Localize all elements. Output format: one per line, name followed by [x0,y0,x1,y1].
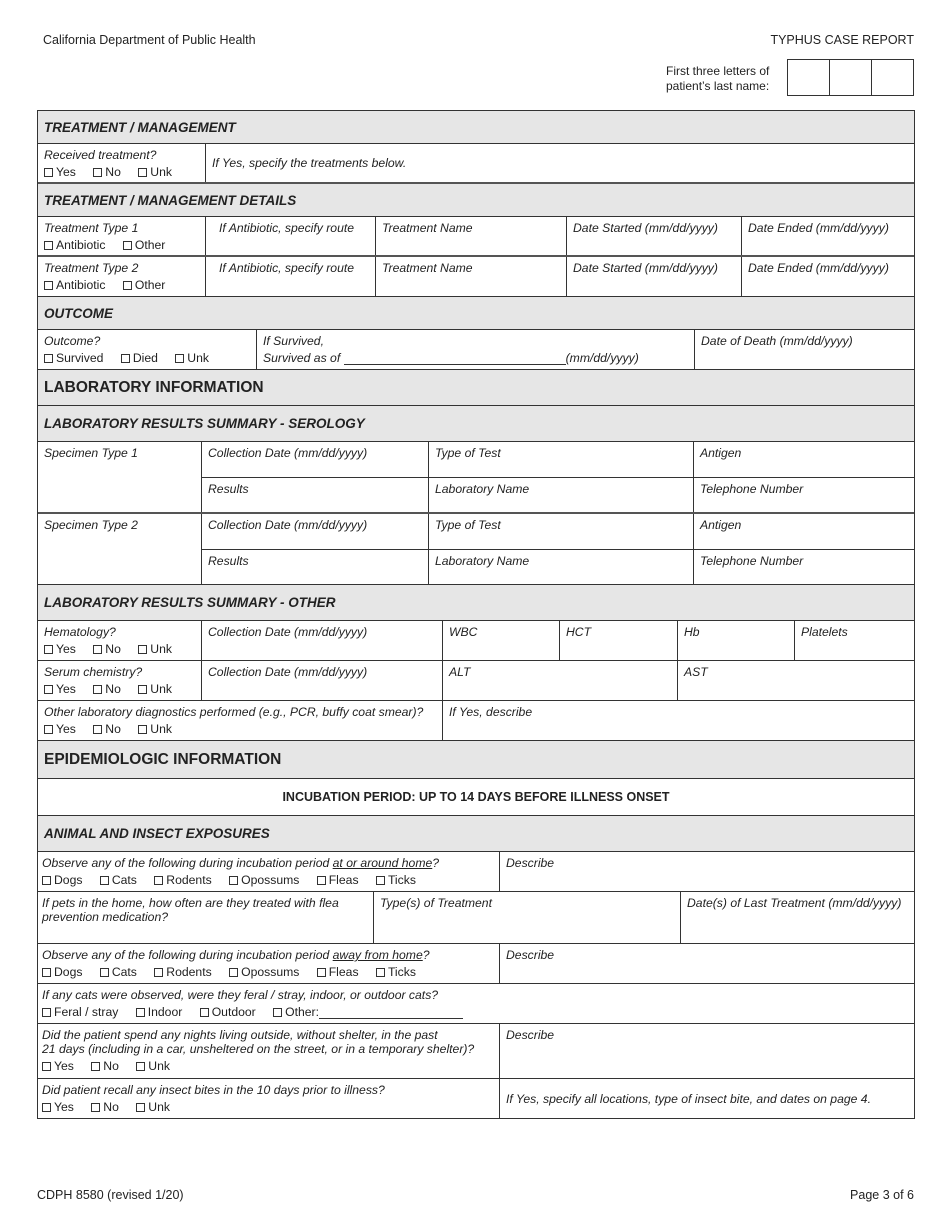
outdoor-checkbox[interactable]: Outdoor [200,1005,256,1019]
exposure-home-row: Observe any of the following during incubation period at or around home? Dogs Cats Rodents Opossums Fleas Ticks Describe [38,852,914,892]
treatment-type-1-label: Treatment Type 1 [44,221,139,235]
opossums-checkbox[interactable]: Opossums [229,873,299,887]
dogs-checkbox[interactable]: Dogs [42,965,82,979]
section-treatment-details: TREATMENT / MANAGEMENT DETAILS [38,184,914,217]
dogs-checkbox[interactable]: Dogs [42,873,82,887]
unk-checkbox[interactable]: Unk [136,1059,170,1073]
fleas-checkbox[interactable]: Fleas [317,873,359,887]
section-serology: LABORATORY RESULTS SUMMARY - SEROLOGY [38,406,914,442]
section-treatment: TREATMENT / MANAGEMENT [38,111,914,144]
nights-describe-field[interactable]: Describe [506,1028,555,1042]
date-of-death-field[interactable]: Date of Death (mm/dd/yyyy) [701,334,853,348]
insect-bites-note: If Yes, specify all locations, type of insect bite, and dates on page 4. [506,1091,871,1106]
antigen-field[interactable]: Antigen [700,518,742,532]
describe-away-field[interactable]: Describe [506,948,555,962]
results-field[interactable]: Results [202,478,429,513]
pets-treatment-row: If pets in the home, how often are they treated with flea prevention medication? Type(s) of Treatment Date(s) of Last Treatment (mm/dd/yyyy) [38,892,914,944]
nights-outside-row: Did the patient spend any nights living outside, without shelter, in the past 21 days (including in a car, unsheltered on the street, or in a temporary shelter)? Yes No Unk Describe [38,1024,914,1079]
date-started-field[interactable]: Date Started (mm/dd/yyyy) [567,257,742,296]
unk-checkbox[interactable]: Unk [138,642,172,656]
treatment-types-field[interactable]: Type(s) of Treatment [374,892,681,943]
treatment-type-2-label: Treatment Type 2 [44,261,139,275]
case-report-form [37,110,915,1119]
survived-checkbox[interactable]: Survived [44,351,103,365]
no-checkbox[interactable]: No [91,1059,119,1073]
section-animal-exposures: ANIMAL AND INSECT EXPOSURES [38,816,914,852]
form-id: CDPH 8580 (revised 1/20) [37,1188,184,1202]
yes-checkbox[interactable]: Yes [42,1059,74,1073]
lab-name-field[interactable]: Laboratory Name [429,478,694,513]
indoor-checkbox[interactable]: Indoor [136,1005,183,1019]
no-checkbox[interactable]: No [93,642,121,656]
platelets-field[interactable]: Platelets [801,625,848,639]
unk-checkbox[interactable]: Unk [175,351,209,365]
collection-date-field[interactable]: Collection Date (mm/dd/yyyy) [202,514,429,549]
ticks-checkbox[interactable]: Ticks [376,965,416,979]
ticks-checkbox[interactable]: Ticks [376,873,416,887]
route-field[interactable]: If Antibiotic, specify route [206,257,376,296]
no-checkbox[interactable]: No [93,682,121,696]
section-laboratory: LABORATORY INFORMATION [38,370,914,406]
cats-row [38,984,914,1024]
describe-home-field[interactable]: Describe [506,856,555,870]
other-diagnostics-label: Other laboratory diagnostics performed (e.g., PCR, buffy coat smear)? [44,705,424,719]
telephone-field[interactable]: Telephone Number [700,553,804,568]
unk-checkbox[interactable]: Unk [136,1100,170,1114]
hb-field[interactable]: Hb [678,621,795,660]
treatment-dates-field[interactable]: Date(s) of Last Treatment (mm/dd/yyyy) [687,896,902,910]
treatment-received-row [38,144,914,184]
yes-checkbox[interactable]: Yes [44,165,76,179]
alt-field[interactable]: ALT [443,661,678,700]
report-title: TYPHUS CASE REPORT [770,33,914,47]
section-epidemiologic: EPIDEMIOLOGIC INFORMATION [38,741,914,779]
other-checkbox[interactable]: Other: [273,1005,319,1019]
no-checkbox[interactable]: No [91,1100,119,1114]
hematology-row [38,621,914,661]
treatment-type-1-row [38,217,914,257]
treatment-name-field[interactable]: Treatment Name [376,217,567,255]
date-ended-field[interactable]: Date Ended (mm/dd/yyyy) [748,261,889,275]
received-treatment-cell: Received treatment? Yes No Unk [38,144,206,182]
exposure-away-row: Observe any of the following during incubation period away from home? Dogs Cats Rodents Opossums Fleas Ticks Describe [38,944,914,984]
feral-checkbox[interactable]: Feral / stray [42,1005,118,1019]
serum-row [38,661,914,701]
last-name-letter-3[interactable] [872,60,913,95]
antibiotic-checkbox[interactable]: Antibiotic [44,238,105,252]
other-diagnostics-row [38,701,914,741]
no-checkbox[interactable]: No [93,722,121,736]
type-of-test-field[interactable]: Type of Test [429,514,694,549]
treatment-type-2-row [38,257,914,297]
last-name-letter-1[interactable] [788,60,830,95]
rodents-checkbox[interactable]: Rodents [154,873,211,887]
fleas-checkbox[interactable]: Fleas [317,965,359,979]
collection-date-field[interactable]: Collection Date (mm/dd/yyyy) [202,661,443,700]
last-name-label: First three letters of patient’s last name: [666,64,770,93]
other-checkbox[interactable]: Other [123,278,165,292]
unk-checkbox[interactable]: Unk [138,722,172,736]
no-checkbox[interactable]: No [93,165,121,179]
unk-checkbox[interactable]: Unk [138,682,172,696]
died-checkbox[interactable]: Died [121,351,158,365]
diagnostics-describe-field[interactable]: If Yes, describe [449,705,533,719]
collection-date-field[interactable]: Collection Date (mm/dd/yyyy) [202,621,443,660]
specimen-type-2[interactable]: Specimen Type 2 [38,514,202,584]
antibiotic-checkbox[interactable]: Antibiotic [44,278,105,292]
serum-label: Serum chemistry? [44,665,143,679]
last-name-letter-2[interactable] [830,60,872,95]
specimen-type-1[interactable]: Specimen Type 1 [38,442,202,512]
date-started-field[interactable]: Date Started (mm/dd/yyyy) [567,217,742,255]
cats-checkbox[interactable]: Cats [100,873,137,887]
cats-question: If any cats were observed, were they feral / stray, indoor, or outdoor cats? [42,988,439,1002]
antigen-field[interactable]: Antigen [700,446,742,460]
treatment-specify-cell[interactable]: If Yes, specify the treatments below. [212,156,407,170]
if-survived-label: If Survived, [263,334,324,348]
collection-date-field[interactable]: Collection Date (mm/dd/yyyy) [202,442,429,477]
insect-bites-question: Did patient recall any insect bites in the 10 days prior to illness? [42,1083,385,1097]
yes-checkbox[interactable]: Yes [44,722,76,736]
insect-bites-row [38,1079,914,1119]
date-ended-field[interactable]: Date Ended (mm/dd/yyyy) [748,221,889,235]
results-field[interactable]: Results [202,550,429,585]
section-outcome: OUTCOME [38,297,914,330]
outcome-label: Outcome? [44,334,101,348]
route-field[interactable]: If Antibiotic, specify route [206,217,376,255]
agency-name: California Department of Public Health [43,33,256,47]
outcome-row: Outcome? Survived Died Unk If Survived, Survived as of (mm/dd/yyyy) Date of Death (mm/dd/yyyy) [38,330,914,370]
specimen-1-row [38,442,914,514]
opossums-checkbox[interactable]: Opossums [229,965,299,979]
unk-checkbox[interactable]: Unk [138,165,172,179]
last-name-boxes [787,59,914,96]
ast-field[interactable]: AST [684,665,708,679]
hematology-label: Hematology? [44,625,116,639]
section-lab-other: LABORATORY RESULTS SUMMARY - OTHER [38,585,914,621]
survived-as-of-input[interactable] [344,364,566,365]
lab-name-field[interactable]: Laboratory Name [429,550,694,585]
incubation-period: INCUBATION PERIOD: UP TO 14 DAYS BEFORE ILLNESS ONSET [38,779,914,816]
other-checkbox[interactable]: Other [123,238,165,252]
telephone-field[interactable]: Telephone Number [700,481,804,496]
wbc-field[interactable]: WBC [443,621,560,660]
yes-checkbox[interactable]: Yes [44,682,76,696]
yes-checkbox[interactable]: Yes [42,1100,74,1114]
page-number: Page 3 of 6 [850,1188,914,1202]
specimen-2-row [38,514,914,585]
cats-other-input[interactable] [319,1018,463,1019]
treatment-name-field[interactable]: Treatment Name [376,257,567,296]
type-of-test-field[interactable]: Type of Test [429,442,694,477]
rodents-checkbox[interactable]: Rodents [154,965,211,979]
yes-checkbox[interactable]: Yes [44,642,76,656]
cats-checkbox[interactable]: Cats [100,965,137,979]
hct-field[interactable]: HCT [560,621,678,660]
